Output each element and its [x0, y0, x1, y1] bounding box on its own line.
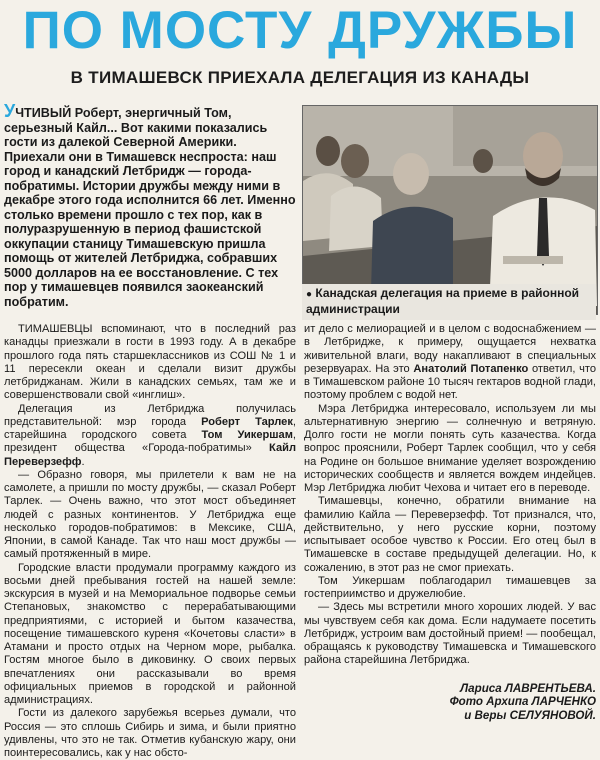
lead-paragraph — [4, 101, 296, 309]
author-signature — [304, 682, 596, 723]
paragraph: Городские власти продумали программу каждого из восьми дней пребывания гостей на нашей земле: экскурсия в музей и на Мемориальное подворье семьи Степановых, знакомство с перерабатывающими предприятиями, с историей и бытом казачества, посещение тимашевского куреня «Кочетовы сласти» в Атамани и просто отдых на Черном море, рыбалка. Гостям многое было в диковинку. О своих первых впечатлениях они рассказывали во время официальных приемов в городской и районной администрациях. — [4, 561, 296, 706]
paragraph: — Образно говоря, мы прилетели к вам не на самолете, а пришли по мосту дружбы, — сказал Роберт Тарлек. — Очень важно, что этот мост объединяет людей с разных континентов. У Летбриджа еще несколько городов-побратимов: в Мексике, США, Японии, в самой Канаде. Так что наш мост дружбы — самый протяженный в мире. — [4, 468, 296, 561]
paragraph: — Здесь мы встретили много хороших людей. У вас мы чувствуем себя как дома. Если надумаете посетить Летбридж, устроим вам достойный прием! — пообещал, обращаясь к руководству Тимашевска и Тимашевского района старейшина Летбриджа. — [304, 601, 596, 667]
lead-text: ЧТИВЫЙ Роберт, энергичный Том, серьезный Кайл... Вот какими показались гости из далекой Северной Америки. Приехали они в Тимашевск неспроста: наш город и канадский Летбридж — города-побратимы. Истории дружбы между ними в декабре этого года исполнится 66 лет. Именно столько времени прошло с тех пор, как в полуразрушенную в период фашистской оккупации станицу Тимашевскую пришла помощь от жителей Летбриджа, собравших 5000 долларов на ее восстановление. С тех пор у тимашевцев появился заокеанский побратим. — [4, 106, 296, 309]
headline: ПО МОСТУ ДРУЖБЫ — [22, 1, 578, 60]
author-name: Лариса ЛАВРЕНТЬЕВА. — [460, 681, 596, 695]
photo-illustration — [303, 106, 597, 314]
paragraph: Гости из далекого зарубежья всерьез думали, что Россия — это сплошь Сибирь и зима, и были приятно удивлены, что это не так. Отметив кубанскую жару, они поинтересовались, как у нас обсто- — [4, 707, 296, 759]
paragraph: Том Уикершам поблагодарил тимашевцев за гостеприимство и дружелюбие. — [304, 574, 596, 600]
article-column-left — [4, 323, 296, 760]
drop-cap: У — [4, 101, 16, 121]
paragraph: ит дело с мелиорацией и в целом с водоснабжением — в Летбридже, к примеру, ощущается нехватка живительной влаги, воду накапливают в специальных резервуарах. На это Анатолий Потапенко ответил, что в Тимашевском районе 10 тысяч гектаров водной глади, поэтому проблем с водой нет. — [304, 323, 596, 402]
paragraph: Делегация из Летбриджа получилась представительной: мэр города Роберт Тарлек, старейшина городского совета Том Уикершам, президент общества «Города-побратимы» Кайл Переверзефф. — [4, 402, 296, 468]
bullet-icon: ● — [306, 289, 313, 300]
subheadline: В ТИМАШЕВСК ПРИЕХАЛА ДЕЛЕГАЦИЯ ИЗ КАНАДЫ — [70, 68, 530, 87]
paragraph: Мэра Летбриджа интересовало, используем ли мы альтернативную энергию — солнечную и ветряную. Долго гости не могли понять суть казачества. Когда вопрос прояснили, Роберт Тарлек сообщил, что у себя на Родине он большое внимание уделяет возрождению исторических сообществ и является вождем индейцев. Мэр Летбриджа любит Чехова и читает его в переводе. — [304, 402, 596, 494]
paragraph: ТИМАШЕВЦЫ вспоминают, что в последний раз канадцы приезжали в гости в 1993 году. А в декабре прошлого года пять старшеклассников из СОШ № 1 и 11 пересекли океан и сделали визит дружбы летбриджанам. Жили в канадских семьях, там же и совершенствовали свой «инглиш». — [4, 323, 296, 402]
photo-credit-2: и Веры СЕЛУЯНОВОЙ. — [464, 708, 596, 722]
paragraph: Тимашевцы, конечно, обратили внимание на фамилию Кайла — Переверзефф. Тот признался, что, действительно, у него русские корни, поэтому испытывает особое чувство к России. Его отец был в Тимашевске в составе предыдущей делегации. Но, к сожалению, в этот раз не смог приехать. — [304, 495, 596, 574]
article-column-right — [304, 323, 596, 722]
photo-caption — [302, 284, 596, 320]
photo-caption-text: Канадская делегация на приеме в районной администрации — [306, 286, 580, 316]
photo-credit: Фото Архипа ЛАРЧЕНКО — [449, 695, 596, 708]
